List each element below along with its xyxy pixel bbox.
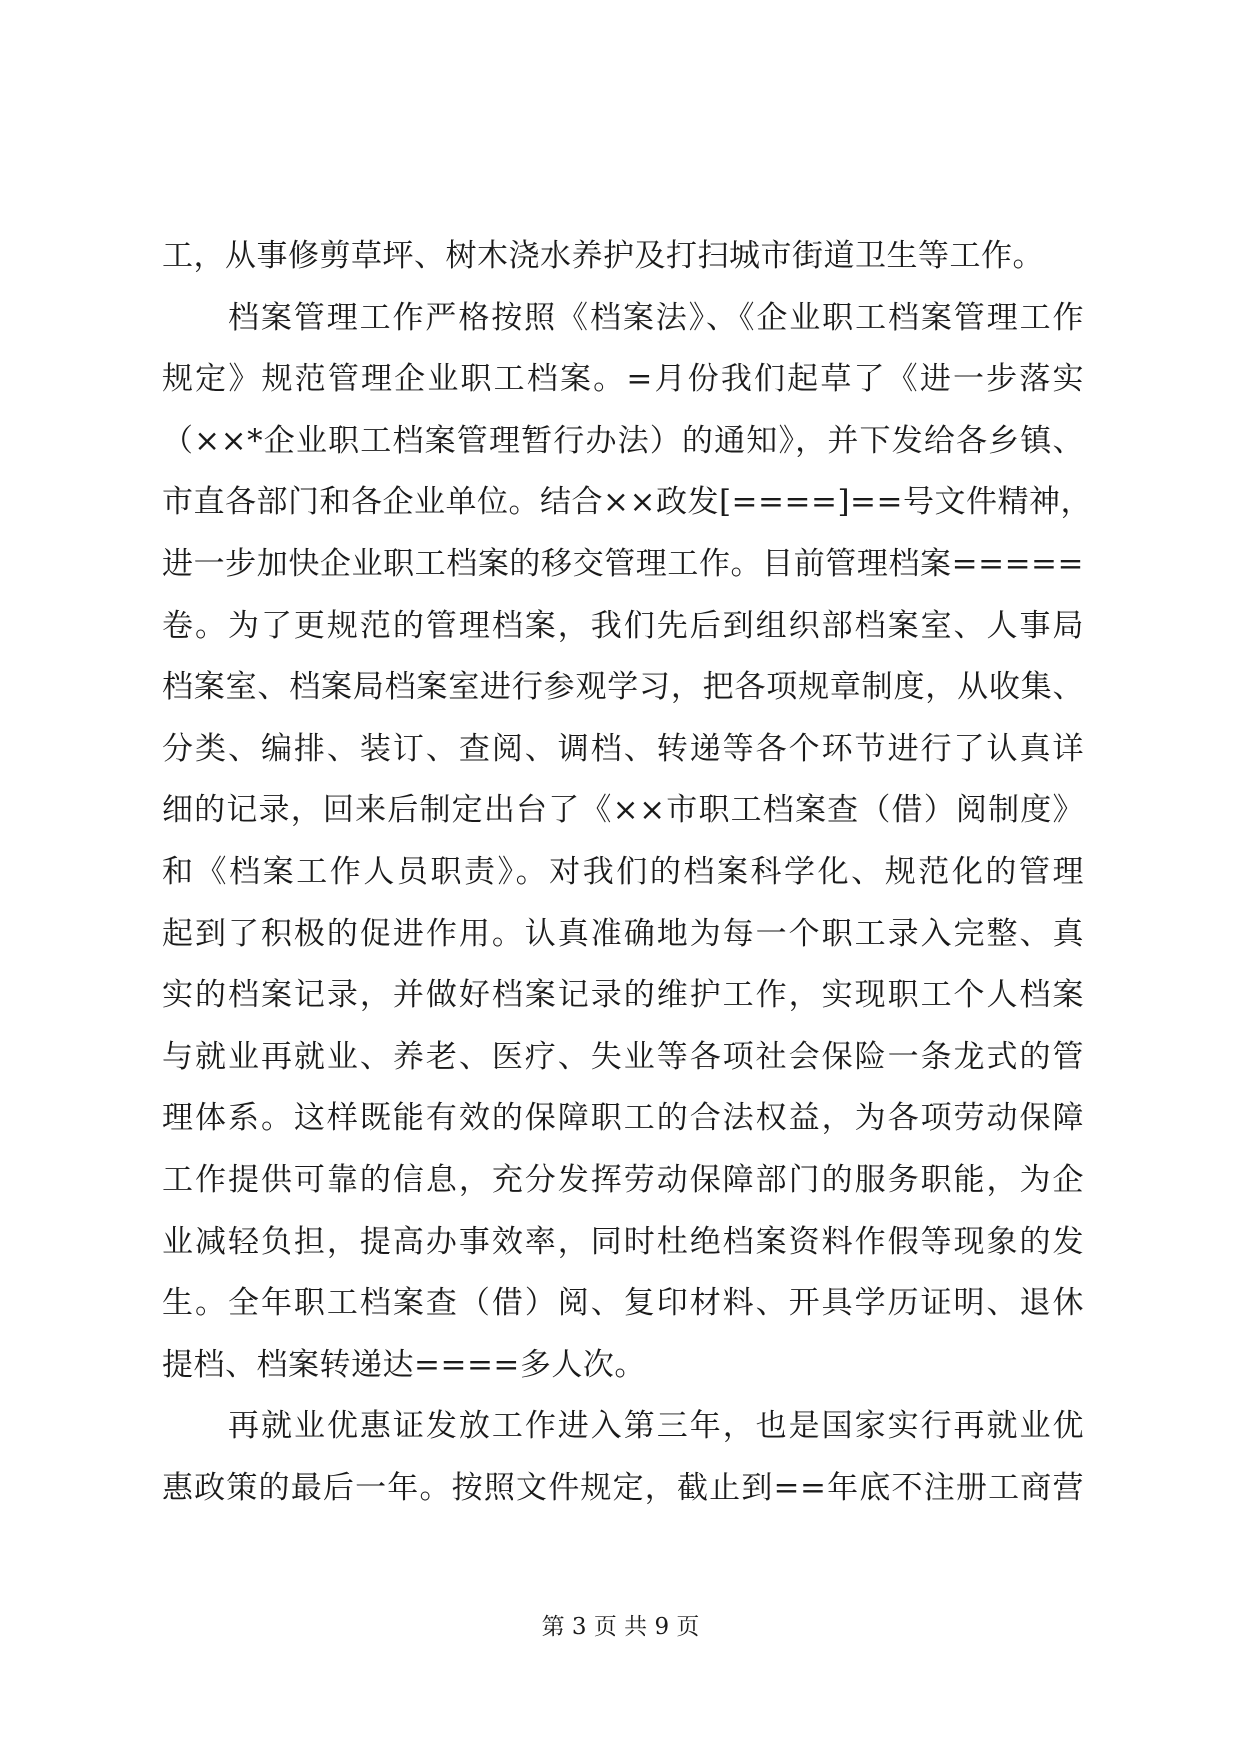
text-line: 和《档案工作人员职责》。对我们的档案科学化、规范化的管理	[162, 853, 1084, 890]
text-line: 档案管理工作严格按照《档案法》、《企业职工档案管理工作	[228, 299, 1084, 336]
text-line: 起到了积极的促进作用。认真准确地为每一个职工录入完整、真	[162, 915, 1084, 952]
text-line: 惠政策的最后一年。按照文件规定，截止到==年底不注册工商营	[162, 1469, 1084, 1506]
page-footer: 第 3 页 共 9 页	[541, 1614, 700, 1640]
text-line: 生。全年职工档案查（借）阅、复印材料、开具学历证明、退休	[162, 1285, 1084, 1322]
text-line: 细的记录，回来后制定出台了《××市职工档案查（借）阅制度》	[162, 792, 1084, 829]
text-line: 再就业优惠证发放工作进入第三年，也是国家实行再就业优	[228, 1408, 1084, 1445]
text-line: 与就业再就业、养老、医疗、失业等各项社会保险一条龙式的管	[162, 1038, 1084, 1075]
text-line: 业减轻负担，提高办事效率，同时杜绝档案资料作假等现象的发	[162, 1223, 1084, 1260]
text-line: 理体系。这样既能有效的保障职工的合法权益，为各项劳动保障	[162, 1100, 1084, 1137]
text-line: 工作提供可靠的信息，充分发挥劳动保障部门的服务职能，为企	[162, 1161, 1084, 1198]
text-line: 实的档案记录，并做好档案记录的维护工作，实现职工个人档案	[162, 977, 1084, 1014]
text-line: 档案室、档案局档案室进行参观学习，把各项规章制度，从收集、	[162, 669, 1084, 706]
text-line: 规定》规范管理企业职工档案。=月份我们起草了《进一步落实	[162, 361, 1084, 398]
text-line: 卷。为了更规范的管理档案，我们先后到组织部档案室、人事局	[162, 607, 1084, 644]
text-line: 分类、编排、装订、查阅、调档、转递等各个环节进行了认真详	[162, 730, 1084, 767]
text-line: （××*企业职工档案管理暂行办法）的通知》，并下发给各乡镇、	[162, 422, 1084, 459]
text-line: 市直各部门和各企业单位。结合××政发[====]==号文件精神，	[162, 484, 1092, 521]
text-line: 提档、档案转递达====多人次。	[162, 1346, 646, 1383]
text-line: 进一步加快企业职工档案的移交管理工作。目前管理档案=====	[162, 545, 1084, 582]
text-line: 工，从事修剪草坪、树木浇水养护及打扫城市街道卫生等工作。	[162, 238, 1044, 274]
document-body	[162, 226, 1092, 1519]
